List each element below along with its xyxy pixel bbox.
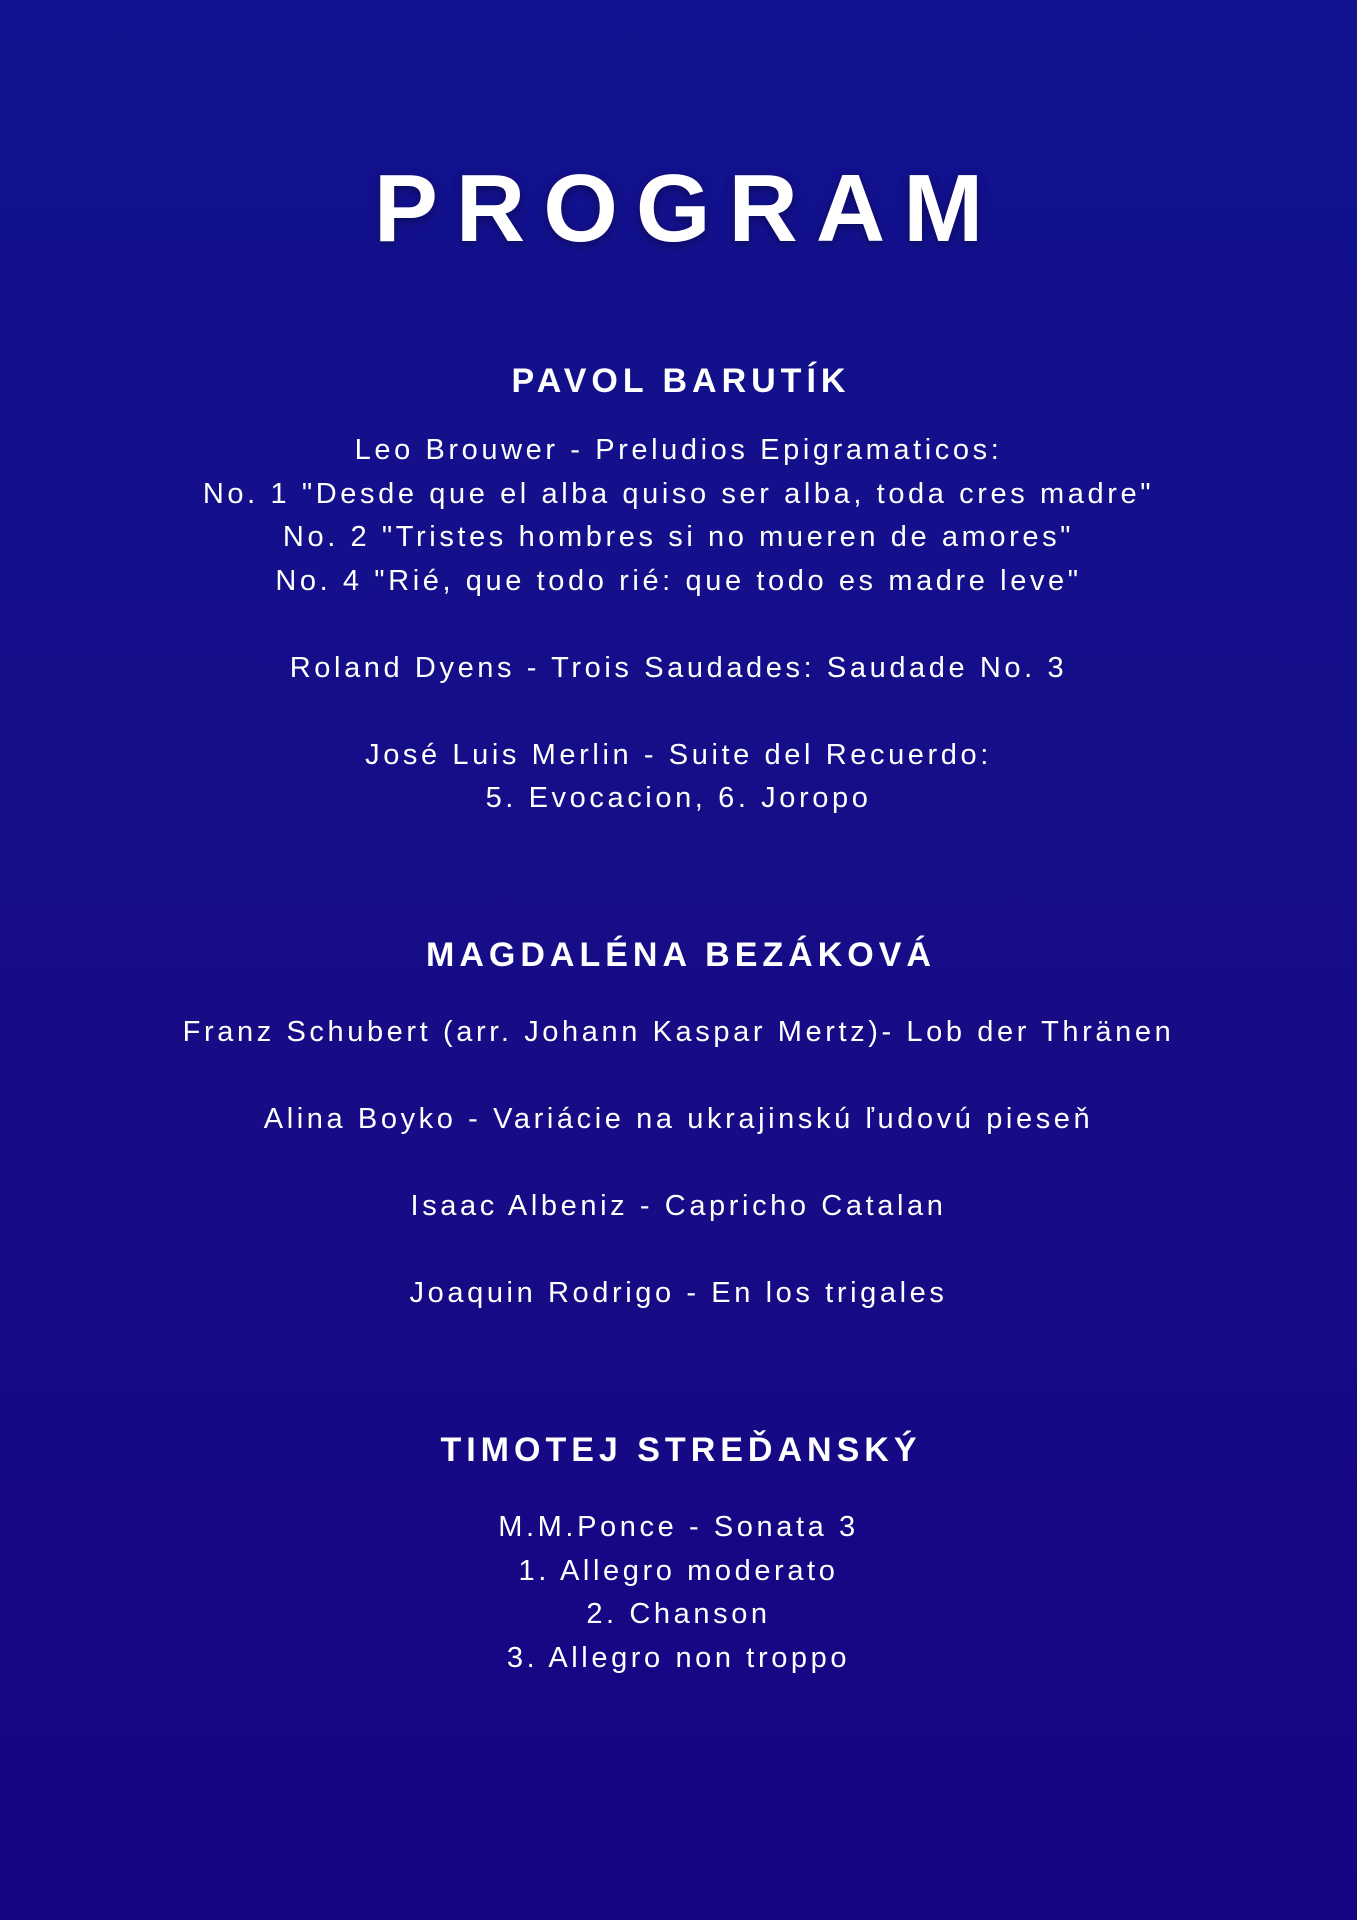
performer-name-magdalena-bezakova: MAGDALÉNA BEZÁKOVÁ: [426, 936, 936, 974]
program-line: 3. Allegro non troppo: [506, 1641, 851, 1674]
program-line: No. 4 "Rié, que todo rié: que todo es madre leve": [275, 564, 1082, 597]
program-line: 2. Chanson: [586, 1598, 771, 1630]
program-line: 1. Allegro moderato: [518, 1554, 839, 1587]
program-section-magdalena-bezakova: [0, 1011, 1357, 1316]
program-line: Joaquin Rodrigo - En los trigales: [409, 1277, 948, 1309]
program-line: Leo Brouwer - Preludios Epigramaticos:: [354, 434, 1003, 466]
performer-name-pavol-barutik: PAVOL BARUTÍK: [511, 362, 851, 400]
program-line: Isaac Albeniz - Capricho Catalan: [410, 1190, 947, 1222]
program-line: M.M.Ponce - Sonata 3: [498, 1511, 859, 1543]
program-section-timotej-stredansky: [0, 1506, 1357, 1680]
program-line: No. 1 "Desde que el alba quiso ser alba, toda cres madre": [202, 477, 1155, 510]
program-line: No. 2 "Tristes hombres si no mueren de amores": [282, 521, 1075, 553]
performer-name-timotej-stredansky: TIMOTEJ STREĎANSKÝ: [440, 1431, 922, 1469]
program-line: Roland Dyens - Trois Saudades: Saudade No. 3: [289, 651, 1068, 684]
program-line: Alina Boyko - Variácie na ukrajinskú ľudovú pieseň: [263, 1103, 1094, 1135]
program-section-pavol-barutik: [0, 429, 1357, 821]
program-line: José Luis Merlin - Suite del Recuerdo:: [365, 738, 992, 771]
page-title: PROGRAM: [373, 155, 1002, 262]
program-line: 5. Evocacion, 6. Joropo: [485, 782, 872, 814]
program-line: Franz Schubert (arr. Johann Kaspar Mertz)- Lob der Thränen: [182, 1016, 1175, 1048]
